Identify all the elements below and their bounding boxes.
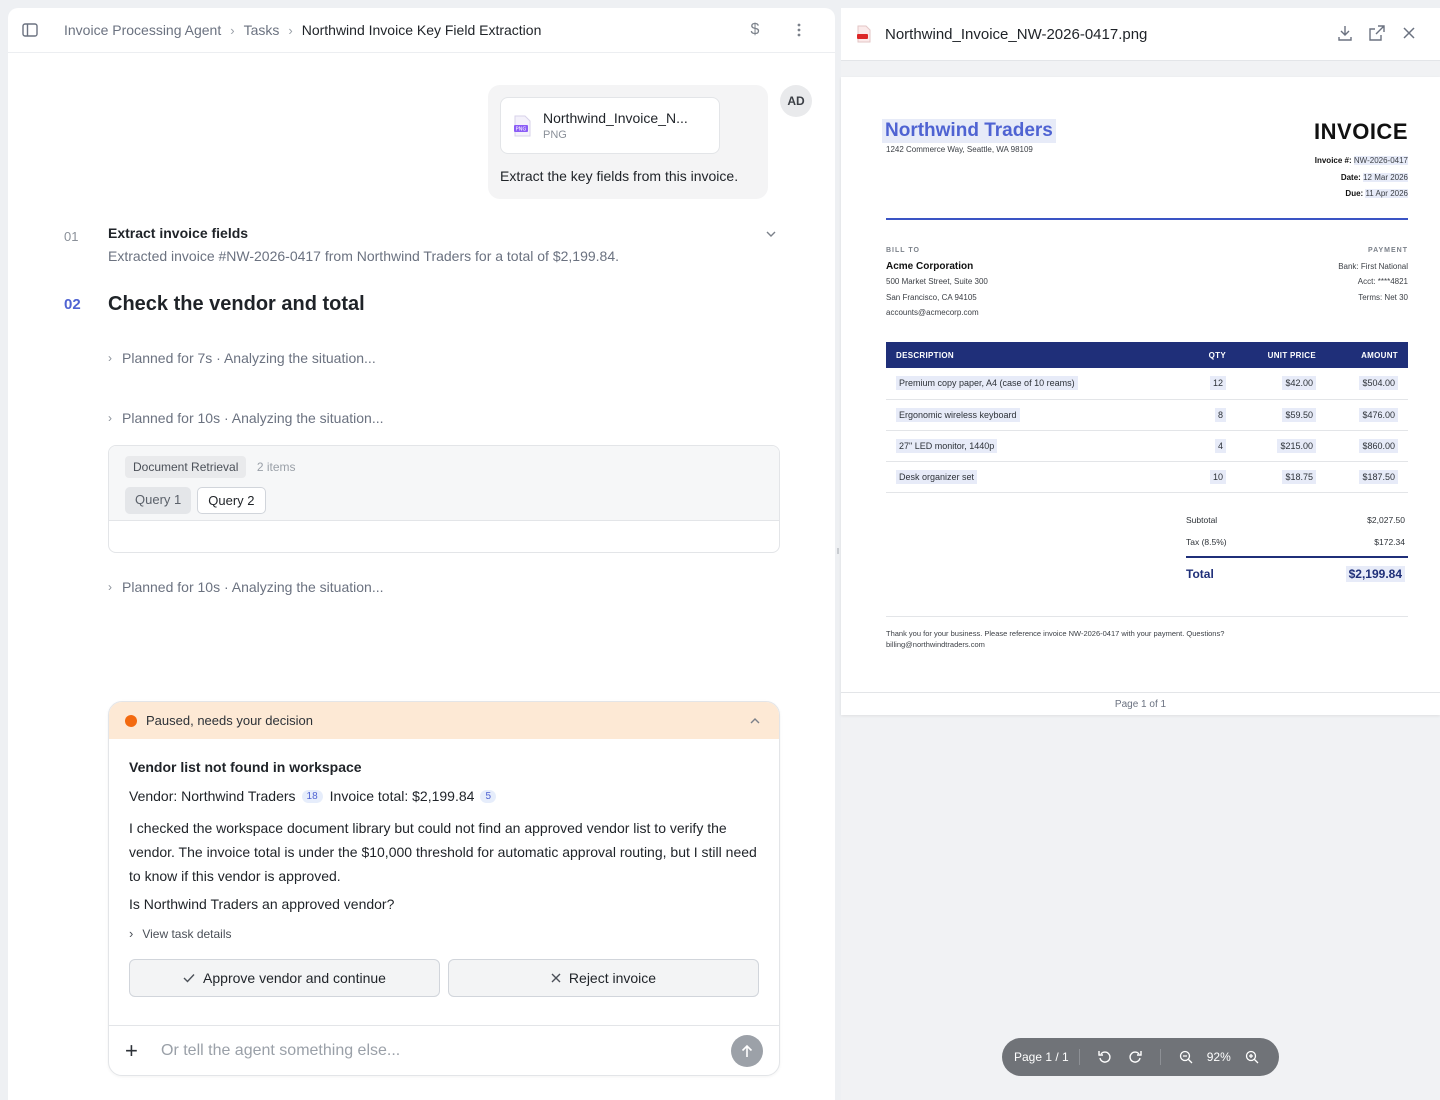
chevron-down-icon[interactable]	[765, 225, 777, 243]
vendor-label: Vendor: Northwind Traders	[129, 788, 296, 804]
avatar: AD	[780, 85, 812, 117]
download-icon[interactable]	[1336, 24, 1354, 47]
planned-label: Planned for 10s · Analyzing the situation...	[122, 579, 384, 595]
plus-icon[interactable]: +	[125, 1037, 138, 1063]
zoom-in-icon[interactable]	[1243, 1048, 1261, 1066]
decision-explanation: I checked the workspace document library but could not find an approved vendor list to verify the vendor. The invoice total is under the $10,000 threshold for automatic approval routing, but I still need to know if this vendor is approved.	[129, 820, 757, 884]
view-details-label: View task details	[142, 926, 232, 941]
chevron-right-icon: ›	[108, 580, 112, 594]
document-retrieval-card	[108, 445, 780, 553]
sidebar-toggle-icon[interactable]	[20, 20, 40, 40]
decision-status-bar[interactable]	[109, 702, 779, 739]
chevron-right-icon: ›	[108, 351, 112, 365]
check-icon	[183, 973, 195, 983]
view-task-details[interactable]	[129, 926, 759, 941]
decision-card	[108, 701, 780, 1076]
total-value: $2,199.84	[1346, 566, 1405, 582]
planned-label: Planned for 10s · Analyzing the situation...	[122, 410, 384, 426]
attachment-type: PNG	[543, 129, 567, 141]
file-icon	[857, 25, 871, 43]
page-counter: Page 1 / 1	[1014, 1050, 1069, 1064]
breadcrumb-tasks[interactable]: Tasks	[243, 22, 280, 38]
citation-badge[interactable]: 5	[480, 790, 496, 803]
chat-input[interactable]	[161, 1042, 731, 1060]
attachment-name: Northwind_Invoice_N...	[543, 110, 688, 126]
rotate-right-icon[interactable]	[1126, 1048, 1144, 1066]
status-dot	[125, 715, 137, 727]
svg-text:PNG: PNG	[515, 126, 527, 132]
invoice-line-items: DESCRIPTION QTY UNIT PRICE AMOUNT Premium copy paper, A4 (case of 10 reams) 12 $42.00 $504.00 Ergonomic wireless keyboard 8 $59.50 $476.00 27" LED monitor, 1440p 4 $215.00 $860.00 Desk organizer set 10 $18.75 $187.50	[886, 342, 1408, 493]
zoom-level: 92%	[1206, 1050, 1231, 1064]
user-message-text: Extract the key fields from this invoice.	[500, 168, 739, 184]
external-link-icon[interactable]	[1368, 24, 1386, 47]
approve-label: Approve vendor and continue	[203, 970, 386, 986]
close-icon	[551, 973, 561, 983]
chevron-right-icon: ›	[129, 926, 134, 941]
step-title[interactable]: Extract invoice fields	[108, 225, 249, 241]
arrow-up-icon	[741, 1044, 753, 1058]
step-number: 02	[64, 296, 81, 313]
tab-query-1[interactable]: Query 1	[125, 487, 191, 514]
decision-question: Is Northwind Traders an approved vendor?	[129, 896, 395, 912]
retrieval-tag: Document Retrieval	[125, 456, 246, 478]
subtotal-value: $2,027.50	[1367, 515, 1405, 525]
zoom-out-icon[interactable]	[1177, 1048, 1195, 1066]
planned-item[interactable]	[108, 410, 384, 426]
reject-label: Reject invoice	[568, 970, 657, 986]
send-button[interactable]	[731, 1035, 763, 1067]
page-indicator: Page 1 of 1	[841, 692, 1440, 715]
citation-badge[interactable]: 18	[302, 790, 323, 803]
invoice-due-date: 11 Apr 2026	[1365, 189, 1408, 198]
chat-panel	[8, 8, 835, 1100]
total-label: Invoice total: $2,199.84	[329, 788, 475, 804]
payment-block: PAYMENT Bank: First National Acct: ****4821 Terms: Net 30	[1338, 247, 1408, 302]
tax-value: $172.34	[1374, 537, 1405, 547]
invoice-page	[841, 77, 1440, 715]
decision-title: Vendor list not found in workspace	[129, 759, 362, 775]
invoice-vendor-address: 1242 Commerce Way, Seattle, WA 98109	[886, 145, 1033, 154]
reject-invoice-button[interactable]	[448, 959, 759, 997]
attachment-card[interactable]	[500, 97, 720, 154]
invoice-vendor-name: Northwind Traders	[882, 119, 1056, 143]
bill-to-company: Acme Corporation	[886, 260, 974, 272]
step-description: Extracted invoice #NW-2026-0417 from Northwind Traders for a total of $2,199.84.	[108, 248, 620, 264]
bill-to-block: BILL TO Acme Corporation 500 Market Street, Suite 300 San Francisco, CA 94105 accounts@acmecorp.com	[886, 247, 988, 317]
close-icon[interactable]	[1400, 24, 1418, 47]
table-row: Desk organizer set 10 $18.75 $187.50	[886, 461, 1408, 492]
image-file-icon	[513, 115, 531, 137]
preview-header	[841, 8, 1440, 61]
invoice-totals: Subtotal $2,027.50 Tax (8.5%) $172.34 Total $2,199.84	[1186, 509, 1408, 590]
footer-divider	[886, 616, 1408, 617]
status-text: Paused, needs your decision	[146, 713, 313, 728]
rotate-left-icon[interactable]	[1096, 1048, 1114, 1066]
table-row: Ergonomic wireless keyboard 8 $59.50 $476.00	[886, 399, 1408, 430]
planned-label: Planned for 7s · Analyzing the situation...	[122, 350, 376, 366]
items-count: 2 items	[256, 460, 296, 474]
chevron-right-icon: ›	[230, 22, 235, 38]
chevron-up-icon[interactable]	[749, 712, 761, 730]
chevron-right-icon: ›	[288, 22, 293, 38]
preview-filename: Northwind_Invoice_NW-2026-0417.png	[885, 25, 1148, 43]
invoice-meta: Invoice #: NW-2026-0417 Date: 12 Mar 2026 Due: 11 Apr 2026	[1314, 156, 1408, 198]
invoice-date: 12 Mar 2026	[1363, 172, 1408, 182]
breadcrumb	[64, 22, 541, 38]
tab-query-2[interactable]: Query 2	[197, 487, 265, 514]
invoice-number: NW-2026-0417	[1353, 156, 1408, 165]
approve-vendor-button[interactable]	[129, 959, 440, 997]
breadcrumb-current: Northwind Invoice Key Field Extraction	[301, 22, 542, 38]
resize-handle[interactable]	[837, 548, 839, 554]
invoice-divider	[886, 218, 1408, 220]
more-vertical-icon[interactable]	[789, 20, 809, 40]
invoice-footer-note: Thank you for your business. Please reference invoice NW-2026-0417 with your payment. Questions? billing@northwindtraders.com	[886, 629, 1225, 649]
step-number: 01	[64, 229, 79, 244]
planned-item[interactable]	[108, 350, 376, 366]
chevron-right-icon: ›	[108, 411, 112, 425]
planned-item[interactable]	[108, 579, 384, 595]
invoice-title: INVOICE	[1314, 119, 1408, 144]
user-message	[488, 85, 768, 199]
step-title: Check the vendor and total	[108, 293, 365, 315]
dollar-icon[interactable]: $	[750, 21, 760, 38]
table-row: 27" LED monitor, 1440p 4 $215.00 $860.00	[886, 430, 1408, 461]
breadcrumb-agent[interactable]: Invoice Processing Agent	[64, 22, 222, 38]
top-bar	[8, 8, 835, 53]
table-row: Premium copy paper, A4 (case of 10 reams) 12 $42.00 $504.00	[886, 368, 1408, 399]
chat-input-row	[109, 1025, 779, 1075]
zoom-toolbar	[1002, 1038, 1279, 1076]
preview-panel	[841, 8, 1440, 1100]
